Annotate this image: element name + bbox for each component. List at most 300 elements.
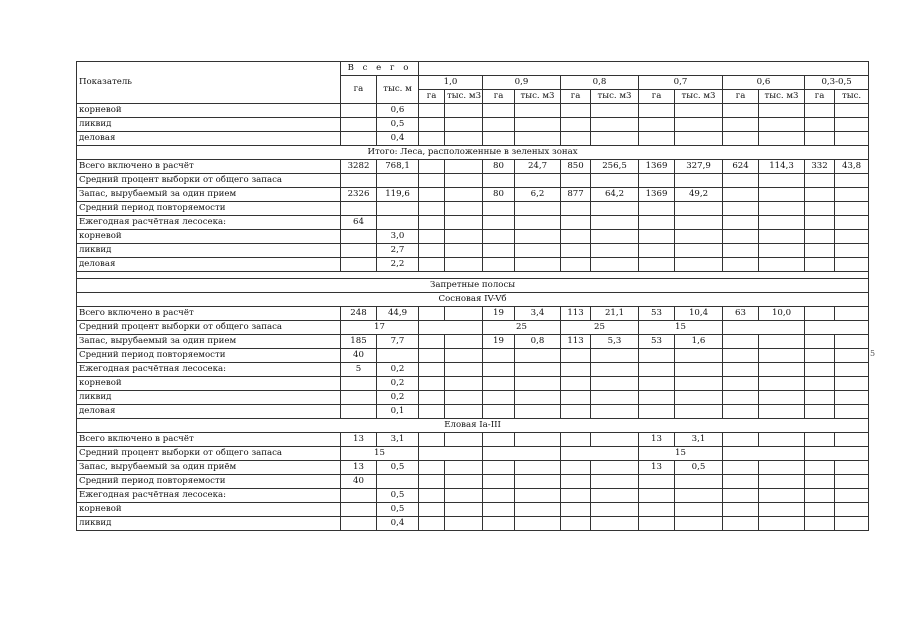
table-cell	[341, 118, 377, 132]
table-cell	[723, 489, 759, 503]
group-percent-cell: 25	[561, 321, 639, 335]
table-cell	[591, 517, 639, 531]
table-cell	[639, 244, 675, 258]
group-percent-cell	[805, 321, 869, 335]
table-cell: 10,4	[675, 307, 723, 321]
table-cell: 113	[561, 335, 591, 349]
row-label: ликвид	[77, 517, 341, 531]
table-cell	[483, 377, 515, 391]
table-cell	[419, 461, 445, 475]
total-header: В с е г о	[341, 62, 419, 76]
table-cell	[639, 363, 675, 377]
table-cell	[723, 104, 759, 118]
table-cell	[341, 174, 377, 188]
table-cell: 21,1	[591, 307, 639, 321]
table-cell	[835, 244, 869, 258]
density-header: 0,8	[561, 76, 639, 90]
table-row	[77, 104, 869, 118]
table-cell	[639, 405, 675, 419]
table-cell	[759, 405, 805, 419]
table-cell	[835, 405, 869, 419]
table-cell	[675, 132, 723, 146]
table-cell	[835, 391, 869, 405]
unit-volume-header: тыс. м3	[759, 90, 805, 104]
table-cell	[639, 489, 675, 503]
table-cell	[341, 230, 377, 244]
table-cell	[561, 104, 591, 118]
table-cell	[445, 489, 483, 503]
density-header: 0,9	[483, 76, 561, 90]
table-cell	[675, 405, 723, 419]
row-label: корневой	[77, 503, 341, 517]
table-cell	[419, 174, 445, 188]
table-cell: 0,4	[377, 517, 419, 531]
table-cell	[515, 433, 561, 447]
table-row	[77, 307, 869, 321]
table-cell: 256,5	[591, 160, 639, 174]
table-row	[77, 202, 869, 216]
total-percent-cell: 17	[341, 321, 419, 335]
total-ha-header: га	[341, 76, 377, 104]
table-cell	[591, 258, 639, 272]
table-cell	[591, 244, 639, 258]
table-cell	[341, 244, 377, 258]
table-cell	[805, 461, 835, 475]
table-cell: 119,6	[377, 188, 419, 202]
table-cell	[759, 335, 805, 349]
total-volume-header: тыс. м	[377, 76, 419, 104]
table-cell	[759, 118, 805, 132]
table-cell	[675, 174, 723, 188]
table-cell	[723, 244, 759, 258]
table-cell: 13	[341, 461, 377, 475]
table-cell	[639, 349, 675, 363]
table-cell: 768,1	[377, 160, 419, 174]
table-cell	[515, 349, 561, 363]
table-cell	[723, 174, 759, 188]
section-row	[77, 419, 869, 433]
table-cell	[723, 503, 759, 517]
table-row	[77, 377, 869, 391]
section-row	[77, 293, 869, 307]
table-cell	[515, 503, 561, 517]
table-cell	[515, 202, 561, 216]
table-row	[77, 132, 869, 146]
table-cell	[561, 216, 591, 230]
table-cell	[483, 461, 515, 475]
table-cell	[675, 391, 723, 405]
row-label: Ежегодная расчётная лесосека:	[77, 216, 341, 230]
table-cell: 248	[341, 307, 377, 321]
group-percent-cell: 25	[483, 321, 561, 335]
group-percent-cell	[561, 447, 639, 461]
table-cell	[675, 244, 723, 258]
table-cell	[419, 216, 445, 230]
table-cell	[515, 244, 561, 258]
table-cell	[419, 104, 445, 118]
row-label: Средний процент выборки от общего запаса	[77, 174, 341, 188]
density-header: 0,3-0,5	[805, 76, 869, 90]
table-cell	[759, 230, 805, 244]
table-cell	[835, 202, 869, 216]
section-row	[77, 279, 869, 293]
table-cell	[515, 230, 561, 244]
table-cell: 43,8	[835, 160, 869, 174]
table-row	[77, 405, 869, 419]
table-cell	[561, 363, 591, 377]
row-label: Средний период повторяемости	[77, 349, 341, 363]
table-cell: 1369	[639, 188, 675, 202]
table-cell: 3,4	[515, 307, 561, 321]
table-cell	[419, 363, 445, 377]
table-cell	[835, 188, 869, 202]
table-row	[77, 118, 869, 132]
table-cell	[675, 202, 723, 216]
table-cell	[805, 335, 835, 349]
table-cell	[639, 104, 675, 118]
table-cell	[445, 363, 483, 377]
table-cell	[805, 377, 835, 391]
section-title: Сосновая IV-Vб	[77, 293, 869, 307]
table-cell	[561, 202, 591, 216]
table-cell: 13	[639, 461, 675, 475]
unit-volume-header: тыс. м3	[675, 90, 723, 104]
table-cell: 5	[341, 363, 377, 377]
table-cell	[723, 405, 759, 419]
table-cell	[419, 118, 445, 132]
table-cell	[515, 461, 561, 475]
table-cell	[483, 244, 515, 258]
table-cell	[639, 391, 675, 405]
table-cell	[341, 489, 377, 503]
table-cell	[835, 517, 869, 531]
table-cell	[445, 307, 483, 321]
table-cell: 40	[341, 349, 377, 363]
table-cell	[675, 377, 723, 391]
table-cell	[835, 104, 869, 118]
table-cell	[835, 216, 869, 230]
group-percent-cell	[419, 447, 483, 461]
table-cell	[591, 363, 639, 377]
table-cell	[515, 489, 561, 503]
table-cell: 327,9	[675, 160, 723, 174]
table-row	[77, 489, 869, 503]
table-cell	[515, 104, 561, 118]
table-cell: 53	[639, 307, 675, 321]
table-cell	[835, 461, 869, 475]
group-percent-cell	[723, 321, 805, 335]
density-header: 0,7	[639, 76, 723, 90]
table-cell	[759, 132, 805, 146]
table-cell	[805, 258, 835, 272]
table-cell	[759, 258, 805, 272]
density-group-header	[419, 62, 869, 76]
table-cell	[515, 118, 561, 132]
table-cell	[419, 433, 445, 447]
group-percent-cell	[419, 321, 483, 335]
table-cell	[483, 475, 515, 489]
row-label: корневой	[77, 230, 341, 244]
table-cell	[561, 174, 591, 188]
table-cell: 44,9	[377, 307, 419, 321]
row-label: Средний процент выборки от общего запаса	[77, 447, 341, 461]
table-cell	[561, 349, 591, 363]
table-cell	[445, 202, 483, 216]
unit-ha-header: га	[419, 90, 445, 104]
table-row	[77, 230, 869, 244]
table-cell	[675, 216, 723, 230]
table-cell	[483, 433, 515, 447]
table-cell: 0,6	[377, 104, 419, 118]
table-cell	[445, 475, 483, 489]
table-cell	[445, 160, 483, 174]
row-label: ликвид	[77, 391, 341, 405]
table-cell	[515, 258, 561, 272]
table-cell	[341, 258, 377, 272]
table-cell	[805, 216, 835, 230]
table-cell	[561, 517, 591, 531]
table-cell	[445, 433, 483, 447]
table-cell	[419, 202, 445, 216]
table-cell	[419, 405, 445, 419]
table-cell	[675, 363, 723, 377]
table-cell: 113	[561, 307, 591, 321]
table-cell	[805, 244, 835, 258]
table-cell	[805, 489, 835, 503]
table-cell: 3,1	[675, 433, 723, 447]
row-label: Ежегодная расчётная лесосека:	[77, 489, 341, 503]
table-cell	[639, 230, 675, 244]
group-percent-cell: 15	[639, 321, 723, 335]
table-cell: 0,4	[377, 132, 419, 146]
table-cell	[639, 258, 675, 272]
table-cell	[805, 363, 835, 377]
table-cell	[445, 335, 483, 349]
table-cell	[723, 517, 759, 531]
table-cell: 0,2	[377, 377, 419, 391]
table-cell	[483, 230, 515, 244]
table-row	[77, 503, 869, 517]
table-cell	[445, 216, 483, 230]
row-label: Запас, вырубаемый за один прием	[77, 188, 341, 202]
group-percent-cell	[723, 447, 805, 461]
table-cell	[805, 433, 835, 447]
table-cell: 0,5	[377, 503, 419, 517]
table-cell	[759, 433, 805, 447]
table-cell: 24,7	[515, 160, 561, 174]
table-cell	[419, 517, 445, 531]
table-cell	[835, 377, 869, 391]
table-cell	[515, 405, 561, 419]
table-cell	[591, 104, 639, 118]
table-cell: 624	[723, 160, 759, 174]
table-cell: 53	[639, 335, 675, 349]
table-cell	[445, 258, 483, 272]
table-cell	[445, 377, 483, 391]
table-cell	[759, 461, 805, 475]
table-cell	[377, 349, 419, 363]
table-cell	[723, 377, 759, 391]
table-cell	[419, 391, 445, 405]
indicator-header: Показатель	[77, 62, 341, 104]
table-cell	[419, 132, 445, 146]
table-cell: 10,0	[759, 307, 805, 321]
table-cell: 40	[341, 475, 377, 489]
table-cell	[639, 216, 675, 230]
table-cell	[561, 244, 591, 258]
table-cell: 0,5	[377, 461, 419, 475]
table-cell	[377, 475, 419, 489]
table-cell	[483, 258, 515, 272]
row-label: Средний период повторяемости	[77, 202, 341, 216]
group-percent-cell: 15	[639, 447, 723, 461]
table-cell	[377, 202, 419, 216]
table-cell	[419, 503, 445, 517]
row-label: корневой	[77, 377, 341, 391]
table-cell	[483, 363, 515, 377]
table-cell	[835, 475, 869, 489]
group-percent-cell	[805, 447, 869, 461]
table-cell	[445, 405, 483, 419]
table-cell	[805, 405, 835, 419]
table-cell	[483, 174, 515, 188]
table-cell	[515, 517, 561, 531]
table-cell	[639, 174, 675, 188]
table-cell	[591, 202, 639, 216]
table-cell	[591, 461, 639, 475]
table-cell	[561, 433, 591, 447]
table-row	[77, 244, 869, 258]
table-cell	[419, 230, 445, 244]
table-cell	[805, 475, 835, 489]
table-cell	[805, 118, 835, 132]
row-label: Запас, вырубаемый за один приём	[77, 461, 341, 475]
table-cell	[445, 244, 483, 258]
table-cell	[483, 104, 515, 118]
table-cell	[483, 517, 515, 531]
table-row	[77, 349, 869, 363]
table-row	[77, 216, 869, 230]
table-cell	[341, 405, 377, 419]
table-cell	[419, 307, 445, 321]
table-cell: 7,7	[377, 335, 419, 349]
table-cell: 63	[723, 307, 759, 321]
table-cell	[759, 517, 805, 531]
table-cell: 0,5	[377, 118, 419, 132]
table-cell	[675, 517, 723, 531]
table-cell: 0,5	[675, 461, 723, 475]
table-cell	[805, 104, 835, 118]
table-cell	[675, 349, 723, 363]
table-cell	[805, 174, 835, 188]
table-cell	[675, 118, 723, 132]
table-cell: 19	[483, 307, 515, 321]
row-label: деловая	[77, 258, 341, 272]
table-cell	[639, 132, 675, 146]
row-label: Средний процент выборки от общего запаса	[77, 321, 341, 335]
table-cell	[759, 377, 805, 391]
table-cell: 2,7	[377, 244, 419, 258]
table-cell	[759, 104, 805, 118]
table-cell: 2,2	[377, 258, 419, 272]
table-cell	[419, 160, 445, 174]
table-cell	[835, 174, 869, 188]
table-cell	[561, 132, 591, 146]
table-row	[77, 461, 869, 475]
table-cell	[805, 391, 835, 405]
table-cell	[759, 391, 805, 405]
table-cell: 49,2	[675, 188, 723, 202]
table-cell	[723, 132, 759, 146]
table-cell: 2326	[341, 188, 377, 202]
table-cell	[341, 104, 377, 118]
table-cell	[419, 258, 445, 272]
table-cell	[341, 202, 377, 216]
table-cell	[483, 132, 515, 146]
table-row	[77, 321, 869, 335]
table-cell	[805, 188, 835, 202]
table-cell	[377, 174, 419, 188]
table-cell: 0,1	[377, 405, 419, 419]
table-cell	[723, 118, 759, 132]
unit-ha-header: га	[561, 90, 591, 104]
table-cell	[639, 202, 675, 216]
table-cell	[835, 433, 869, 447]
table-cell	[805, 132, 835, 146]
table-cell	[515, 391, 561, 405]
table-row	[77, 447, 869, 461]
table-cell	[561, 475, 591, 489]
table-cell	[515, 132, 561, 146]
table-cell	[445, 132, 483, 146]
table-cell	[341, 391, 377, 405]
table-cell	[591, 216, 639, 230]
table-cell	[483, 118, 515, 132]
table-cell: 877	[561, 188, 591, 202]
table-cell	[561, 503, 591, 517]
section-title: Запретные полосы	[77, 279, 869, 293]
table-cell: 0,5	[377, 489, 419, 503]
table-row	[77, 188, 869, 202]
table-cell	[445, 104, 483, 118]
table-cell	[835, 503, 869, 517]
table-cell: 1369	[639, 160, 675, 174]
table-row	[77, 475, 869, 489]
table-cell: 6,2	[515, 188, 561, 202]
table-cell	[639, 377, 675, 391]
table-cell	[561, 461, 591, 475]
table-cell: 64,2	[591, 188, 639, 202]
table-cell	[341, 377, 377, 391]
table-cell	[591, 230, 639, 244]
table-cell	[805, 349, 835, 363]
section-title: Итого: Леса, расположенные в зеленых зонах	[77, 146, 869, 160]
table-cell: 80	[483, 188, 515, 202]
table-cell	[723, 363, 759, 377]
table-cell	[591, 489, 639, 503]
table-cell	[483, 489, 515, 503]
table-cell	[805, 503, 835, 517]
table-cell	[723, 216, 759, 230]
table-cell: 185	[341, 335, 377, 349]
table-cell	[639, 503, 675, 517]
table-cell: 850	[561, 160, 591, 174]
table-cell	[445, 391, 483, 405]
table-cell	[591, 475, 639, 489]
table-cell	[723, 461, 759, 475]
table-cell	[591, 174, 639, 188]
table-cell	[561, 258, 591, 272]
